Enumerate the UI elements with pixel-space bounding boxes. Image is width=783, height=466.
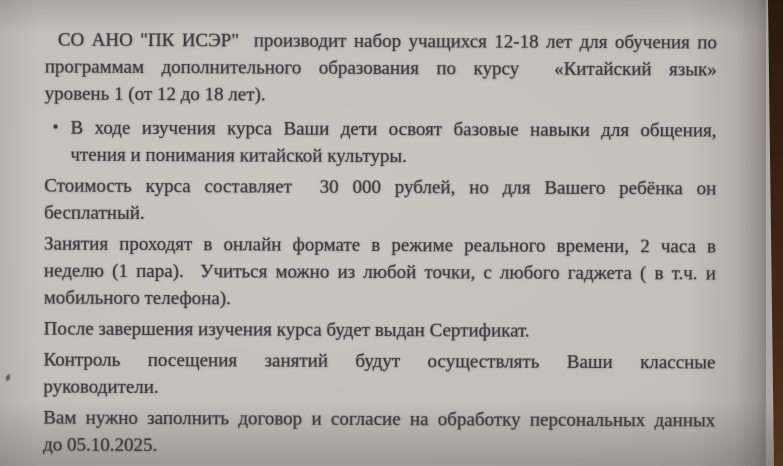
text-line: В ходе изучения курса Ваши дети освоят базовые навыки для общения, [70, 117, 717, 142]
document-text [43, 27, 717, 466]
text-line: мобильного телефона). [43, 287, 231, 310]
text-line: После завершения изучения курса будет выдан Сертификат. [43, 318, 530, 342]
text-line: неделю (1 пара). Учиться можно из любой точки, с любого гаджета ( в т.ч. и [43, 260, 716, 285]
text-line: СО АНО "ПК ИСЭР" производит набор учащихся 12-18 лет для обучения по [57, 29, 717, 54]
text-line: Занятия проходят в онлайн формате в режиме реального времени, 2 часа в [43, 233, 717, 258]
paragraph-cost [44, 173, 716, 230]
text-line: бесплатный. [44, 202, 145, 224]
text-line: Контроль посещения занятий будут осуществлять Ваши классные [43, 349, 716, 374]
paper-edge-shadow [736, 0, 766, 466]
text-line: до 05.10.2025. [43, 434, 158, 457]
text-line: программам дополнительного образования по курсу «Китайский язык» [44, 56, 717, 81]
paragraph-intro [45, 27, 717, 111]
paragraph-format [44, 231, 716, 315]
text-line: Вам нужно заполнить договор и согласие на обработку персональных данных [43, 407, 716, 432]
text-line: руководители. [43, 376, 159, 399]
text-line: Стоимость курса составляет 30 000 рублей, но для Вашего ребёнка он [44, 175, 717, 200]
text-line: уровень 1 (от 12 до 18 лет). [44, 83, 266, 106]
bullet-list-item [44, 115, 716, 172]
paragraph-control [43, 347, 715, 404]
paragraph-certificate [44, 316, 716, 346]
bullet-icon: • [52, 117, 59, 137]
text-line: чтения и понимания китайской культуры. [70, 144, 407, 168]
paragraph-deadline [43, 405, 715, 462]
ink-speck [5, 374, 11, 382]
